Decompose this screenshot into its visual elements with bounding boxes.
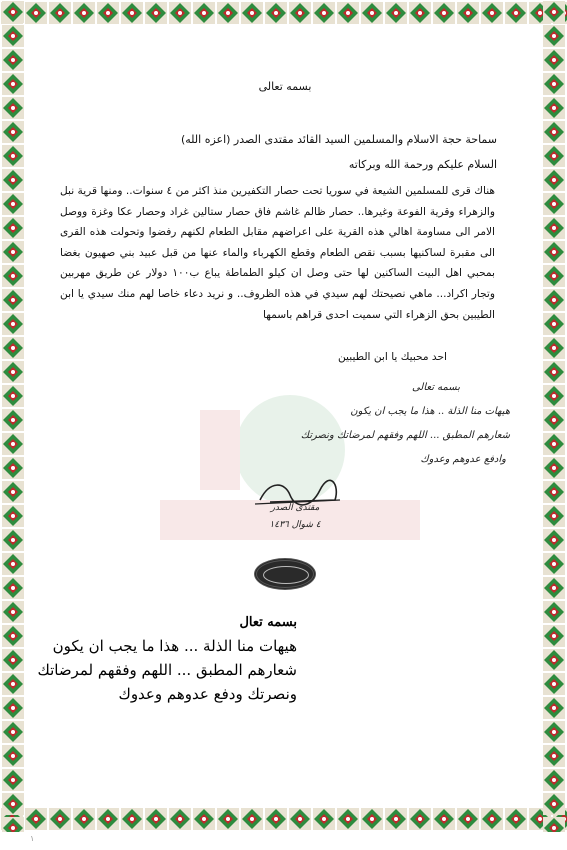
border-motif xyxy=(121,2,143,24)
border-motif xyxy=(2,169,24,191)
border-motif xyxy=(2,553,24,575)
typed-transcription xyxy=(27,615,297,706)
border-motif xyxy=(25,808,47,830)
border-motif xyxy=(337,808,359,830)
handwritten-line-1: هيهات منا الذلة .. هذا ما يجب ان يكون xyxy=(350,406,510,417)
border-motif xyxy=(2,313,24,335)
border-motif xyxy=(2,217,24,239)
border-motif xyxy=(433,808,455,830)
letter-body: هناك قرى للمسلمين الشيعة في سوريا تحت حصار التكفيرين منذ اكثر من ٤ سنوات.. ومنها قرية نبل والزهراء وقرية الفوعة وغيرها.. حصار ظالم غاشم فاق حصار ستالين غراد وحصار عكا وغزة ووصل الامر الى مساومة اهالي هذه القرية على اعراضهم مقابل الطعام لكنهم رفضوا وتحولت هذه القرى الى مقبرة لساكنيها بسبب نقص الطعام وقطع الكهرباء والماء عنها من قبل عبيد بني صهيون بغضا بمحبي اهل البيت الساكنين لها حتى وصل ان كيلو الطماطة يباع ب١٠٠ دولار عن طريق مهربين وتجار اكراد... ماهي نصيحتك لهم سيدي في هذه الظروف.. و نريد دعاء خاصا لهم منك سيدي يا ابن الطيبين بحق الزهراء التي سميت احدى قراهم باسمها xyxy=(60,185,495,321)
border-motif xyxy=(543,169,565,191)
border-motif xyxy=(49,808,71,830)
border-pattern xyxy=(0,806,567,832)
signature-date: ٤ شوال ١٤٣٦ xyxy=(269,520,321,530)
border-motif xyxy=(2,601,24,623)
border-motif xyxy=(241,808,263,830)
border-motif xyxy=(2,673,24,695)
border-pattern xyxy=(0,0,567,26)
border-motif xyxy=(543,817,565,832)
border-motif xyxy=(2,121,24,143)
border-motif xyxy=(73,808,95,830)
border-motif xyxy=(289,808,311,830)
border-motif xyxy=(543,73,565,95)
border-motif xyxy=(2,25,24,47)
border-motif xyxy=(265,2,287,24)
border-motif xyxy=(543,385,565,407)
signature-name: مقتدى الصدر xyxy=(270,503,320,513)
border-motif xyxy=(505,808,527,830)
border-motif xyxy=(543,481,565,503)
border-motif xyxy=(543,697,565,719)
border-motif xyxy=(481,2,503,24)
border-motif xyxy=(543,145,565,167)
border-motif xyxy=(2,745,24,767)
border-motif xyxy=(73,2,95,24)
handwritten-line-2: شعارهم المطبق ... اللهم وفقهم لمرضاتك ونصرتك xyxy=(300,430,510,441)
transcription-line: شعارهم المطبق ... اللهم وفقهم لمرضاتك xyxy=(37,661,297,679)
border-motif xyxy=(289,2,311,24)
border-motif xyxy=(337,2,359,24)
border-pattern xyxy=(0,0,26,832)
border-motif xyxy=(145,2,167,24)
border-motif xyxy=(543,241,565,263)
border-motif xyxy=(2,193,24,215)
letter-signoff: احد محبيك يا ابن الطيبين xyxy=(337,351,447,363)
border-motif xyxy=(543,601,565,623)
border-motif xyxy=(2,49,24,71)
decorative-border-right xyxy=(541,0,567,832)
border-motif xyxy=(457,808,479,830)
page-number: ١ xyxy=(30,834,35,843)
border-motif xyxy=(2,1,24,23)
handwritten-basmala: بسمه تعالى xyxy=(411,382,460,393)
decorative-border-top xyxy=(0,0,567,26)
border-motif xyxy=(543,265,565,287)
border-motif xyxy=(543,721,565,743)
border-motif xyxy=(2,793,24,815)
border-motif xyxy=(543,193,565,215)
decorative-border-left xyxy=(0,0,26,832)
border-motif xyxy=(361,808,383,830)
border-motif xyxy=(2,433,24,455)
official-stamp xyxy=(254,558,316,590)
border-motif xyxy=(543,529,565,551)
border-motif xyxy=(543,217,565,239)
border-motif xyxy=(2,481,24,503)
transcription-line: ونصرتك ودفع عدوهم وعدوك xyxy=(118,685,297,703)
border-motif xyxy=(25,2,47,24)
border-motif xyxy=(543,745,565,767)
border-motif xyxy=(313,808,335,830)
transcription-line: هيهات منا الذلة ... هذا ما يجب ان يكون xyxy=(52,637,297,655)
border-motif xyxy=(505,2,527,24)
border-motif xyxy=(145,808,167,830)
border-motif xyxy=(2,577,24,599)
border-motif xyxy=(2,529,24,551)
border-motif xyxy=(433,2,455,24)
border-motif xyxy=(169,808,191,830)
border-motif xyxy=(543,97,565,119)
transcription-title: بسمه تعال xyxy=(239,615,297,630)
border-motif xyxy=(217,2,239,24)
border-motif xyxy=(543,313,565,335)
border-motif xyxy=(543,625,565,647)
border-motif xyxy=(385,808,407,830)
border-motif xyxy=(2,361,24,383)
border-motif xyxy=(2,337,24,359)
border-motif xyxy=(2,265,24,287)
handwritten-line-3: وادفع عدوهم وعدوك xyxy=(420,454,506,465)
border-motif xyxy=(543,793,565,815)
border-motif xyxy=(543,553,565,575)
border-motif xyxy=(543,457,565,479)
border-motif xyxy=(385,2,407,24)
border-motif xyxy=(2,409,24,431)
border-motif xyxy=(543,769,565,791)
border-motif xyxy=(543,673,565,695)
border-motif xyxy=(193,2,215,24)
border-motif xyxy=(543,409,565,431)
border-motif xyxy=(49,2,71,24)
border-motif xyxy=(543,289,565,311)
border-motif xyxy=(543,577,565,599)
border-motif xyxy=(2,505,24,527)
border-motif xyxy=(543,433,565,455)
border-motif xyxy=(97,808,119,830)
border-motif xyxy=(2,73,24,95)
border-motif xyxy=(217,808,239,830)
border-motif xyxy=(2,457,24,479)
border-motif xyxy=(2,289,24,311)
border-motif xyxy=(457,2,479,24)
border-motif xyxy=(2,697,24,719)
border-motif xyxy=(2,769,24,791)
border-motif xyxy=(409,808,431,830)
border-motif xyxy=(121,808,143,830)
border-motif xyxy=(543,649,565,671)
border-motif xyxy=(313,2,335,24)
border-motif xyxy=(2,241,24,263)
letter-basmala: بسمه تعالى xyxy=(258,80,312,93)
stamp-inner-ring xyxy=(263,566,309,584)
border-motif xyxy=(2,385,24,407)
border-motif xyxy=(169,2,191,24)
border-motif xyxy=(543,337,565,359)
border-motif xyxy=(2,817,24,832)
border-motif xyxy=(543,1,565,23)
border-motif xyxy=(409,2,431,24)
border-motif xyxy=(2,625,24,647)
letter-addressee: سماحة حجة الاسلام والمسلمين السيد القائد مقتدى الصدر (اعزه الله) xyxy=(180,133,497,146)
border-motif xyxy=(543,361,565,383)
letter-greeting: السلام عليكم ورحمة الله وبركاته xyxy=(348,158,497,171)
border-motif xyxy=(2,721,24,743)
border-motif xyxy=(265,808,287,830)
border-motif xyxy=(481,808,503,830)
decorative-border-bottom xyxy=(0,806,567,832)
border-motif xyxy=(97,2,119,24)
border-pattern xyxy=(541,0,567,832)
border-motif xyxy=(543,25,565,47)
border-motif xyxy=(241,2,263,24)
border-motif xyxy=(361,2,383,24)
border-motif xyxy=(193,808,215,830)
border-motif xyxy=(543,49,565,71)
border-motif xyxy=(543,121,565,143)
border-motif xyxy=(2,97,24,119)
border-motif xyxy=(2,145,24,167)
border-motif xyxy=(543,505,565,527)
border-motif xyxy=(2,649,24,671)
